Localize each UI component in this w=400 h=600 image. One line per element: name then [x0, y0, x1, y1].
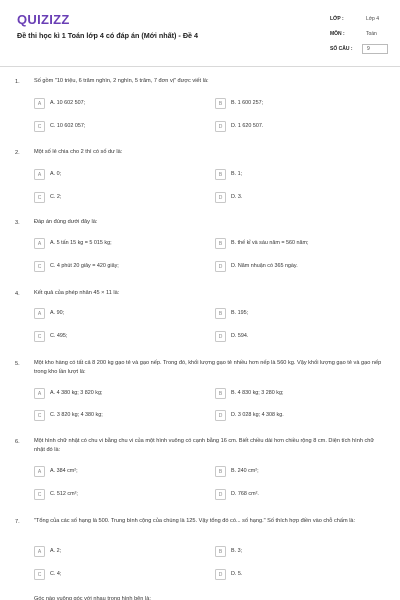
meta-label-subject: MÔN :	[330, 31, 345, 37]
question-text: Một số lẻ chia cho 2 thì có số dư là:	[34, 149, 123, 155]
option-text: C. 2;	[50, 194, 62, 200]
meta-value-class: Lớp 4	[366, 16, 380, 22]
option-text: C. 4;	[50, 571, 62, 577]
question-number: 2.	[15, 150, 20, 156]
option-letter: C	[34, 121, 45, 132]
option-b[interactable]	[215, 388, 385, 399]
option-letter: C	[34, 331, 45, 342]
option-letter: D	[215, 121, 226, 132]
option-a[interactable]	[34, 98, 194, 109]
option-c[interactable]	[34, 489, 194, 500]
option-text: B. 1 600 257;	[231, 100, 264, 106]
option-text: D. 3.	[231, 194, 243, 200]
option-b[interactable]	[215, 546, 385, 557]
option-text: D. 594.	[231, 333, 249, 339]
meta-label-class: LỚP :	[330, 16, 344, 22]
question-number: 5.	[15, 361, 20, 367]
option-letter: D	[215, 261, 226, 272]
option-letter: A	[34, 238, 45, 249]
meta-label-count: SỐ CÂU :	[330, 46, 353, 52]
question-number: 1.	[15, 79, 20, 85]
option-letter: B	[215, 98, 226, 109]
option-c[interactable]	[34, 569, 194, 580]
option-text: D. 5.	[231, 571, 243, 577]
option-letter: B	[215, 308, 226, 319]
option-letter: C	[34, 261, 45, 272]
option-letter: D	[215, 331, 226, 342]
question-text: Một kho hàng có tất cả 8 200 kg gạo tẻ và gạo nếp. Trong đó, khối lượng gạo tẻ nhiều hơn nếp là 560 kg. Vậy khối lượng gạo tẻ và gạo nếp trong kho lần lượt là:	[34, 360, 382, 375]
option-text: A. 384 cm²;	[50, 468, 78, 474]
option-letter: D	[215, 410, 226, 421]
option-text: C. 512 cm²;	[50, 491, 78, 497]
option-text: B. 195;	[231, 310, 249, 316]
option-b[interactable]	[215, 169, 385, 180]
option-letter: C	[34, 192, 45, 203]
option-text: A. 10 602 507;	[50, 100, 86, 106]
option-text: C. 4 phút 20 giây = 420 giây;	[50, 263, 119, 269]
option-b[interactable]	[215, 466, 385, 477]
question-text: Đáp án đúng dưới đây là:	[34, 219, 98, 225]
option-text: B. 240 cm²;	[231, 468, 259, 474]
question-number: 4.	[15, 291, 20, 297]
option-c[interactable]	[34, 410, 194, 421]
option-letter: B	[215, 169, 226, 180]
option-text: D. Năm nhuận có 365 ngày.	[231, 263, 298, 269]
option-d[interactable]	[215, 331, 385, 342]
option-text: A. 5 tấn 15 kg = 5 015 kg;	[50, 240, 112, 246]
option-text: C. 495;	[50, 333, 68, 339]
option-a[interactable]	[34, 546, 194, 557]
option-letter: A	[34, 466, 45, 477]
option-d[interactable]	[215, 261, 385, 272]
option-text: A. 2;	[50, 548, 62, 554]
option-c[interactable]	[34, 192, 194, 203]
option-c[interactable]	[34, 261, 194, 272]
meta-value-count: 9	[362, 44, 388, 54]
option-text: A. 4 380 kg; 3 820 kg;	[50, 390, 103, 396]
option-d[interactable]	[215, 489, 385, 500]
option-letter: A	[34, 98, 45, 109]
option-text: B. 4 830 kg; 3 280 kg;	[231, 390, 284, 396]
question-text: Kết quả của phép nhân 45 × 11 là:	[34, 290, 120, 296]
option-letter: B	[215, 388, 226, 399]
question-text: Số gồm "10 triệu, 6 trăm nghìn, 2 nghìn, 5 trăm, 7 đơn vị" được viết là:	[34, 78, 209, 84]
option-c[interactable]	[34, 121, 194, 132]
option-text: B. 3;	[231, 548, 243, 554]
option-letter: D	[215, 569, 226, 580]
option-a[interactable]	[34, 388, 194, 399]
question-number: 7.	[15, 519, 20, 525]
option-text: B. thế kỉ và sáu năm = 560 năm;	[231, 240, 309, 246]
option-letter: C	[34, 489, 45, 500]
option-text: C. 3 820 kg; 4 380 kg;	[50, 412, 103, 418]
option-b[interactable]	[215, 98, 385, 109]
option-text: D. 768 cm².	[231, 491, 259, 497]
option-a[interactable]	[34, 466, 194, 477]
option-d[interactable]	[215, 569, 385, 580]
option-letter: D	[215, 489, 226, 500]
option-letter: A	[34, 388, 45, 399]
question-text: Một hình chữ nhật có chu vi bằng chu vi của một hình vuông có cạnh bằng 16 cm. Biết chiều dài hơn chiều rộng 8 cm. Diện tích hình chữ nhật đó là:	[34, 438, 375, 453]
option-letter: A	[34, 169, 45, 180]
option-letter: C	[34, 410, 45, 421]
option-text: C. 10 602 057;	[50, 123, 86, 129]
page-title: Đề thi học kì 1 Toán lớp 4 có đáp án (Mới nhất) - Đề 4	[17, 31, 199, 40]
option-c[interactable]	[34, 331, 194, 342]
option-letter: B	[215, 546, 226, 557]
option-text: D. 1 620 507.	[231, 123, 264, 129]
option-letter: A	[34, 308, 45, 319]
quizizz-logo: QUIZIZZ	[17, 12, 70, 27]
option-letter: D	[215, 192, 226, 203]
option-d[interactable]	[215, 121, 385, 132]
option-a[interactable]	[34, 238, 194, 249]
question-text: "Tổng của các số hạng là 500. Trung bình cộng của chúng là 125. Vậy tổng đó có... số hạng." Số thích hợp điền vào chỗ chấm là:	[34, 518, 356, 524]
header-divider	[0, 66, 400, 67]
option-letter: B	[215, 238, 226, 249]
option-text: A. 90;	[50, 310, 65, 316]
option-d[interactable]	[215, 410, 385, 421]
option-a[interactable]	[34, 169, 194, 180]
question-number: 3.	[15, 220, 20, 226]
option-text: A. 0;	[50, 171, 62, 177]
question-number: 6.	[15, 439, 20, 445]
option-letter: C	[34, 569, 45, 580]
option-letter: A	[34, 546, 45, 557]
question-text-partial: Góc nào vuông góc với nhau trong hình bên là:	[34, 596, 151, 600]
option-letter: B	[215, 466, 226, 477]
option-a[interactable]	[34, 308, 194, 319]
header	[0, 0, 400, 66]
option-b[interactable]	[215, 308, 385, 319]
option-d[interactable]	[215, 192, 385, 203]
option-text: B. 1;	[231, 171, 243, 177]
option-b[interactable]	[215, 238, 385, 249]
meta-value-subject: Toán	[366, 31, 377, 37]
option-text: D. 3 028 kg; 4 308 kg.	[231, 412, 284, 418]
